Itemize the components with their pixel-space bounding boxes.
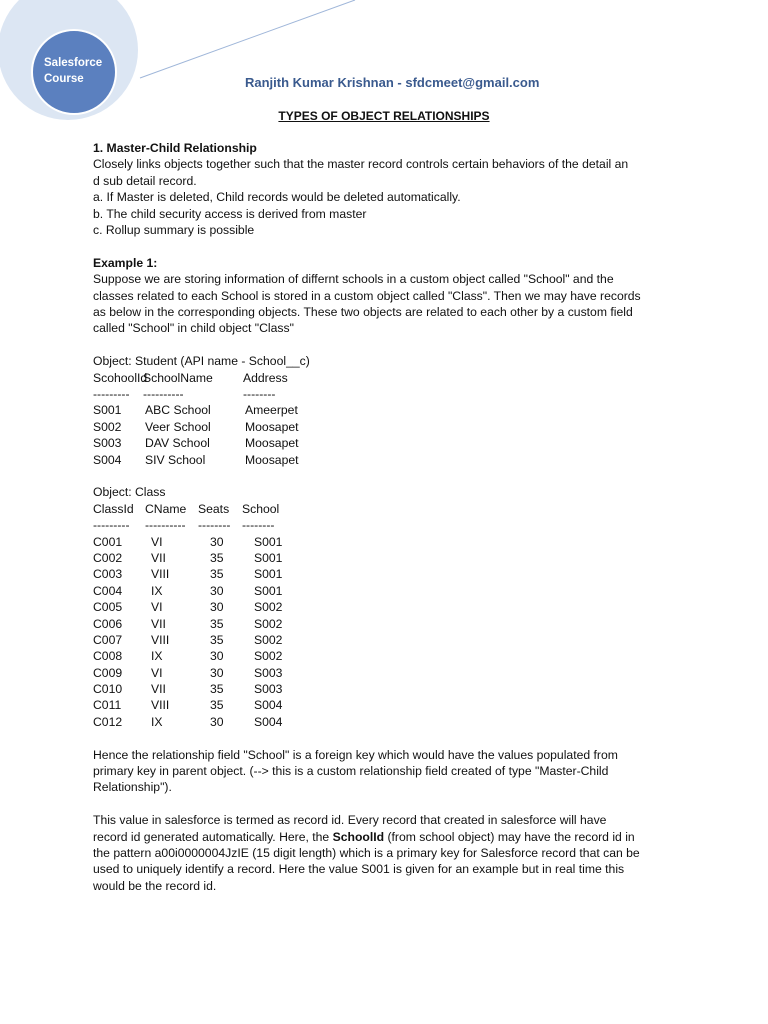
table-row-cell: S001 [254, 583, 283, 598]
text-line: a. If Master is deleted, Child records would be deleted automatically. [93, 190, 461, 205]
table-row-cell: 35 [210, 632, 224, 647]
table-row-cell: S004 [254, 698, 283, 713]
table-row-cell: Moosapet [245, 436, 299, 451]
table-row-cell: VI [151, 600, 163, 615]
section-heading: 1. Master-Child Relationship [93, 141, 257, 155]
table-header-row-cell: Seats [198, 501, 230, 516]
table-row [93, 534, 683, 550]
table-row-cell: ABC School [145, 403, 211, 418]
table-row-cell: S001 [254, 534, 283, 549]
table-row-cell: VIII [151, 567, 170, 582]
table-divider-row-cell: --------- [93, 518, 130, 533]
table-header-row-cell: School [242, 501, 280, 516]
table-row-cell: C009 [93, 665, 123, 680]
table-row-cell: VII [151, 682, 166, 697]
table-row-cell: IX [151, 649, 163, 664]
table-divider-row-cell: -------- [243, 387, 276, 402]
table-row-cell: VI [151, 534, 163, 549]
table-header-row [93, 370, 683, 386]
table-row-cell: Moosapet [245, 419, 299, 434]
text-line: This value in salesforce is termed as record id. Every record that created in salesforce will have [93, 813, 607, 828]
text-line [93, 829, 683, 845]
table-divider-row [93, 517, 683, 533]
class-object-caption: Object: Class [93, 485, 166, 500]
text-line: would be the record id. [93, 878, 217, 893]
text-line: c. Rollup summary is possible [93, 223, 255, 238]
table-header-row-cell: Address [243, 370, 288, 385]
table-row [93, 599, 683, 615]
table-row-cell: S004 [93, 452, 122, 467]
table-divider-row-cell: -------- [242, 518, 275, 533]
schoolid-term: SchoolId [332, 829, 385, 844]
badge-line-2: Course [44, 73, 84, 85]
text-line: Relationship"). [93, 780, 172, 795]
text-segment: (from school object) may have the record id in [384, 829, 635, 844]
text-line: classes related to each School is stored in a custom object called "Class". Then we may have records [93, 288, 641, 303]
table-row-cell: S002 [93, 419, 122, 434]
text-line: primary key in parent object. (--> this is a custom relationship field created of type "Master-Child [93, 764, 609, 779]
table-row-cell: SIV School [145, 452, 206, 467]
table-header-row-cell: CName [145, 501, 187, 516]
table-row-cell: S003 [93, 436, 122, 451]
table-row-cell: C003 [93, 567, 123, 582]
table-row [93, 566, 683, 582]
table-row-cell: S001 [93, 403, 122, 418]
table-row [93, 632, 683, 648]
table-divider-row-cell: ---------- [143, 387, 184, 402]
table-row-cell: VIII [151, 632, 170, 647]
text-segment: record id generated automatically. Here, the [93, 829, 333, 844]
table-row-cell: 30 [210, 583, 224, 598]
table-row-cell: S003 [254, 665, 283, 680]
text-line: d sub detail record. [93, 173, 197, 188]
text-line: Hence the relationship field "School" is a foreign key which would have the values populated from [93, 747, 618, 762]
table-row-cell: 30 [210, 534, 224, 549]
text-line: b. The child security access is derived from master [93, 206, 367, 221]
table-row-cell: S002 [254, 616, 283, 631]
table-header-row [93, 501, 683, 517]
table-row-cell: C007 [93, 632, 123, 647]
table-row-cell: 30 [210, 600, 224, 615]
table-row-cell: C005 [93, 600, 123, 615]
table-row-cell: S001 [254, 567, 283, 582]
table-header-row-cell: ClassId [93, 501, 134, 516]
text-line: as below in the corresponding objects. These two objects are related to each other by a custom field [93, 305, 633, 320]
table-row-cell: Moosapet [245, 452, 299, 467]
table-row [93, 435, 683, 451]
table-row [93, 616, 683, 632]
table-row-cell: S001 [254, 550, 283, 565]
table-row-cell: 30 [210, 649, 224, 664]
school-object-caption: Object: Student (API name - School__c) [93, 354, 310, 369]
table-row-cell: S002 [254, 600, 283, 615]
table-row-cell: S003 [254, 682, 283, 697]
table-row-cell: C002 [93, 550, 123, 565]
table-row-cell: IX [151, 583, 163, 598]
class-table [93, 501, 683, 730]
school-table [93, 370, 683, 468]
table-row-cell: 30 [210, 665, 224, 680]
table-row-cell: IX [151, 714, 163, 729]
table-row-cell: C001 [93, 534, 123, 549]
table-header-row-cell: ScohoolId [93, 370, 148, 385]
table-row-cell: S002 [254, 649, 283, 664]
table-row-cell: 35 [210, 698, 224, 713]
table-row-cell: Ameerpet [245, 403, 298, 418]
table-row-cell: C006 [93, 616, 123, 631]
table-row-cell: 35 [210, 616, 224, 631]
decorative-line [140, 0, 355, 78]
text-line: Suppose we are storing information of differnt schools in a custom object called "School" and the [93, 272, 614, 287]
table-row [93, 583, 683, 599]
table-row-cell: C010 [93, 682, 123, 697]
text-line: called "School" in child object "Class" [93, 321, 294, 336]
table-row-cell: C008 [93, 649, 123, 664]
badge-line-1: Salesforce [44, 57, 103, 69]
table-row [93, 714, 683, 730]
table-row [93, 665, 683, 681]
course-badge [44, 55, 102, 87]
table-row [93, 402, 683, 418]
table-row [93, 419, 683, 435]
table-row-cell: 35 [210, 550, 224, 565]
text-line: the pattern a00i0000004JzIE (15 digit length) which is a primary key for Salesforce record that can be [93, 846, 640, 861]
table-row [93, 550, 683, 566]
table-divider-row-cell: ---------- [145, 518, 186, 533]
table-header-row-cell: SchoolName [143, 370, 213, 385]
table-row [93, 648, 683, 664]
author-contact: Ranjith Kumar Krishnan - sfdcmeet@gmail.com [245, 75, 540, 90]
document-body [93, 140, 683, 894]
table-divider-row [93, 386, 683, 402]
table-row-cell: S004 [254, 714, 283, 729]
table-row-cell: S002 [254, 632, 283, 647]
table-row [93, 452, 683, 468]
table-row-cell: C011 [93, 698, 122, 713]
example-heading: Example 1: [93, 255, 158, 270]
table-row-cell: 35 [210, 567, 224, 582]
table-row-cell: VII [151, 550, 166, 565]
table-row-cell: 30 [210, 714, 224, 729]
table-row-cell: VI [151, 665, 163, 680]
table-row-cell: VIII [151, 698, 170, 713]
table-row-cell: 35 [210, 682, 224, 697]
table-row-cell: C012 [93, 714, 123, 729]
table-row [93, 681, 683, 697]
text-line: used to uniquely identify a record. Here the value S001 is given for an example but in real time this [93, 862, 625, 877]
page-title: TYPES OF OBJECT RELATIONSHIPS [278, 109, 490, 123]
text-line: Closely links objects together such that the master record controls certain behaviors of the detail an [93, 157, 629, 172]
table-row-cell: Veer School [145, 419, 211, 434]
table-row [93, 697, 683, 713]
table-divider-row-cell: -------- [198, 518, 231, 533]
table-row-cell: C004 [93, 583, 123, 598]
table-row-cell: DAV School [145, 436, 210, 451]
table-row-cell: VII [151, 616, 166, 631]
table-divider-row-cell: --------- [93, 387, 130, 402]
